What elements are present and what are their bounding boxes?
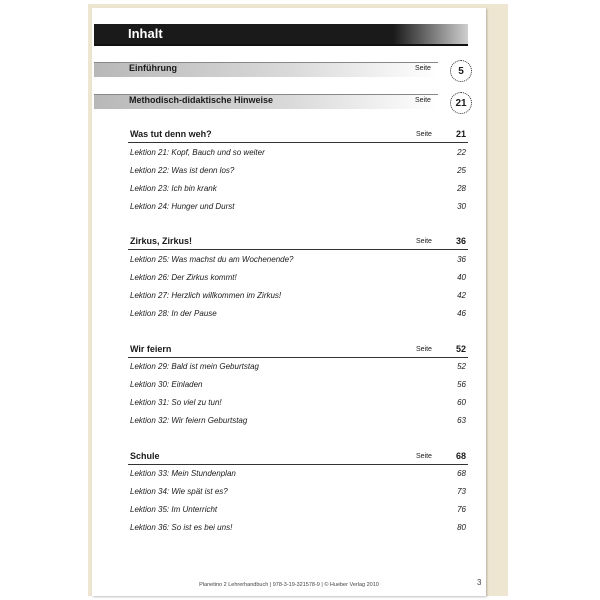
lesson-page: 56	[457, 380, 466, 389]
lesson-page: 80	[457, 523, 466, 532]
lesson-item: Lektion 23: Ich bin krank	[130, 184, 217, 193]
lesson-item: Lektion 31: So viel zu tun!	[130, 398, 222, 407]
lesson-page: 40	[457, 273, 466, 282]
lesson-page: 25	[457, 166, 466, 175]
banner-label: Methodisch-didaktische Hinweise	[129, 95, 274, 105]
page-number: 3	[477, 578, 482, 587]
lesson-item: Lektion 35: Im Unterricht	[130, 505, 218, 514]
lesson-page: 68	[457, 469, 466, 478]
banner-einfuehrung	[94, 62, 438, 77]
lesson-item: Lektion 29: Bald ist mein Geburtstag	[130, 362, 259, 371]
section-page: 21	[455, 129, 466, 139]
lesson-item: Lektion 28: In der Pause	[130, 309, 217, 318]
seite-label: Seite	[416, 238, 432, 245]
banner-methodisch	[94, 94, 438, 109]
lesson-page: 22	[457, 148, 466, 157]
lesson-item: Lektion 22: Was ist denn los?	[130, 166, 235, 175]
section-page: 36	[455, 236, 466, 246]
lesson-item: Lektion 27: Herzlich willkommen im Zirkus!	[130, 291, 282, 300]
seite-label: Seite	[415, 65, 431, 72]
section-rule	[128, 464, 468, 465]
page-badge: 21	[450, 92, 472, 114]
page-badge: 5	[450, 60, 472, 82]
seite-label: Seite	[415, 97, 431, 104]
lesson-item: Lektion 30: Einladen	[130, 380, 203, 389]
section-title: Zirkus, Zirkus!	[130, 236, 193, 246]
seite-label: Seite	[416, 346, 432, 353]
lesson-item: Lektion 21: Kopf, Bauch und so weiter	[130, 148, 265, 157]
seite-label: Seite	[416, 453, 432, 460]
banner-label: Einführung	[129, 63, 177, 73]
lesson-item: Lektion 33: Mein Stundenplan	[130, 469, 236, 478]
lesson-page: 63	[457, 416, 466, 425]
section-rule	[128, 357, 468, 358]
section-title: Wir feiern	[130, 344, 172, 354]
title-bar	[94, 24, 468, 46]
lesson-page: 46	[457, 309, 466, 318]
lesson-item: Lektion 26: Der Zirkus kommt!	[130, 273, 237, 282]
lesson-item: Lektion 24: Hunger und Durst	[130, 202, 235, 211]
lesson-item: Lektion 25: Was machst du am Wochenende?	[130, 255, 294, 264]
footer-credit: Planetino 2 Lehrerhandbuch | 978-3-19-321578-9 | © Hueber Verlag 2010	[199, 582, 379, 588]
section-page: 52	[455, 344, 466, 354]
section-rule	[128, 142, 468, 143]
lesson-page: 36	[457, 255, 466, 264]
section-title: Schule	[130, 451, 160, 461]
section-title: Was tut denn weh?	[130, 129, 212, 139]
lesson-page: 30	[457, 202, 466, 211]
seite-label: Seite	[416, 131, 432, 138]
page-title: Inhalt	[128, 26, 163, 41]
lesson-item: Lektion 36: So ist es bei uns!	[130, 523, 233, 532]
section-page: 68	[455, 451, 466, 461]
lesson-page: 60	[457, 398, 466, 407]
lesson-page: 28	[457, 184, 466, 193]
lesson-item: Lektion 32: Wir feiern Geburtstag	[130, 416, 248, 425]
lesson-page: 52	[457, 362, 466, 371]
lesson-item: Lektion 34: Wie spät ist es?	[130, 487, 228, 496]
lesson-page: 73	[457, 487, 466, 496]
section-rule	[128, 249, 468, 250]
lesson-page: 42	[457, 291, 466, 300]
lesson-page: 76	[457, 505, 466, 514]
